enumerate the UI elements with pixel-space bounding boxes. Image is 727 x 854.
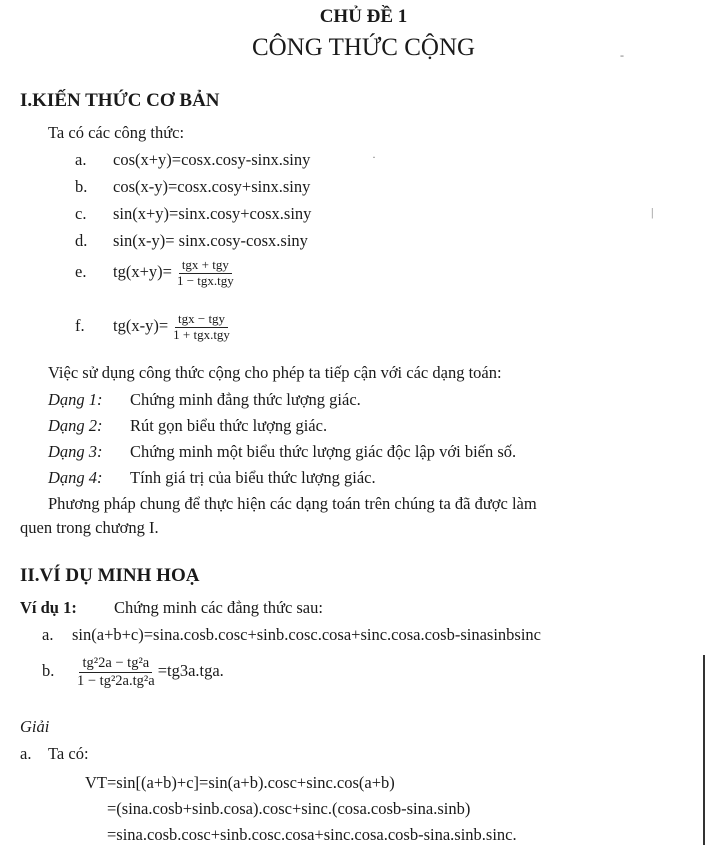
example-item-b — [42, 655, 224, 689]
formula-label: a. — [75, 150, 87, 169]
section-heading-examples: II.VÍ DỤ MINH HOẠ — [20, 565, 200, 586]
type-1 — [48, 390, 361, 410]
denominator: 1 − tgx.tgy — [176, 272, 234, 288]
formula-c — [75, 204, 311, 224]
scan-edge-line — [703, 655, 705, 845]
solution-label: Giải — [20, 717, 50, 736]
formula-f — [75, 312, 233, 343]
section-heading-basics: I.KIẾN THỨC CƠ BẢN — [20, 90, 220, 111]
type-4 — [48, 468, 376, 488]
item-text: sin(a+b+c)=sina.cosb.cosc+sinb.cosc.cosa+sinc.cosa.cosb-sinasinbsinc — [72, 625, 542, 644]
denominator: 1 − tg²2a.tg²a — [77, 672, 155, 689]
proof-step-3: =sina.cosb.cosc+sinb.cosc.cosa+sinc.cosa.cosb-sina.sinb.sinc. — [107, 825, 517, 844]
solution-intro: Ta có: — [48, 744, 89, 763]
numerator: tg²2a − tg²a — [79, 655, 152, 673]
scan-mark: | — [651, 205, 654, 219]
formula-a — [75, 150, 310, 170]
formula-text: sin(x-y)= sinx.cosy-cosx.siny — [113, 231, 308, 250]
formula-label: b. — [75, 177, 88, 196]
type-text: Chứng minh một biểu thức lượng giác độc lập với biến số. — [130, 442, 517, 461]
example-item-a — [42, 625, 541, 645]
proof-step-2: =(sina.cosb+sinb.cosa).cosc+sinc.(cosa.cosb-sina.sinb) — [107, 799, 471, 818]
formula-label: d. — [75, 231, 88, 250]
topic-number: CHỦ ĐỀ 1 — [319, 6, 408, 27]
method-line-1: Phương pháp chung để thực hiện các dạng toán trên chúng ta đã được làm — [48, 494, 537, 513]
solution-a — [20, 744, 89, 764]
type-label: Dạng 1: — [48, 390, 103, 409]
formula-text: cos(x+y)=cosx.cosy-sinx.siny — [113, 150, 311, 169]
formula-label: f. — [75, 316, 85, 336]
formula-label: c. — [75, 204, 87, 223]
item-rhs: =tg3a.tga. — [157, 660, 224, 680]
method-line-2: quen trong chương I. — [20, 518, 159, 537]
formula-d — [75, 231, 308, 251]
formula-b — [75, 177, 310, 197]
scan-mark: · — [372, 150, 376, 164]
type-text: Tính giá trị của biểu thức lượng giác. — [130, 468, 376, 487]
type-label: Dạng 3: — [48, 442, 103, 461]
example-label: Ví dụ 1: — [20, 598, 77, 617]
formula-lhs: tg(x-y)= — [113, 316, 169, 336]
fraction — [74, 655, 158, 689]
topic-title: CÔNG THỨC CỘNG — [251, 34, 476, 61]
type-3 — [48, 442, 516, 462]
formula-e — [75, 258, 237, 289]
type-text: Chứng minh đẳng thức lượng giác. — [130, 390, 361, 409]
example-text: Chứng minh các đẳng thức sau: — [114, 598, 323, 617]
formula-text: sin(x+y)=sinx.cosy+cosx.siny — [113, 204, 312, 223]
intro-text: Ta có các công thức: — [48, 123, 185, 142]
fraction — [170, 312, 233, 343]
item-label: b. — [42, 660, 55, 680]
fraction — [174, 258, 237, 289]
type-text: Rút gọn biểu thức lượng giác. — [130, 416, 328, 435]
formula-lhs: tg(x+y)= — [113, 262, 172, 282]
proof-step-1: VT=sin[(a+b)+c]=sin(a+b).cosc+sinc.cos(a+b) — [85, 773, 395, 792]
numerator: tgx − tgy — [175, 312, 228, 328]
numerator: tgx + tgy — [179, 258, 232, 274]
usage-text: Việc sử dụng công thức cộng cho phép ta tiếp cận với các dạng toán: — [48, 363, 502, 382]
formula-text: cos(x-y)=cosx.cosy+sinx.siny — [113, 177, 311, 196]
solution-item-label: a. — [20, 744, 32, 763]
type-label: Dạng 2: — [48, 416, 103, 435]
type-label: Dạng 4: — [48, 468, 103, 487]
denominator: 1 + tgx.tgy — [173, 326, 230, 342]
type-2 — [48, 416, 327, 436]
scan-mark: - — [620, 48, 624, 62]
item-label: a. — [42, 625, 54, 644]
formula-label: e. — [75, 262, 87, 282]
example-1 — [20, 598, 323, 618]
